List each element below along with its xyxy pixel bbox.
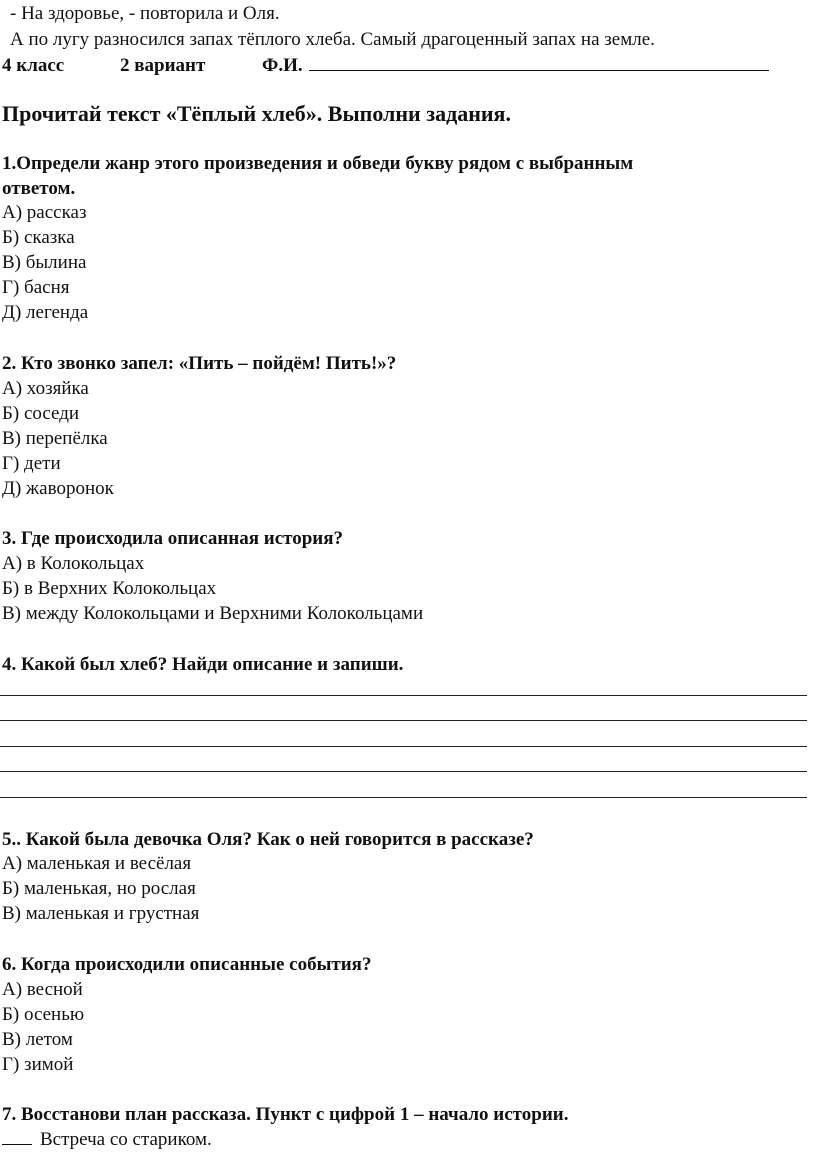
q5-option[interactable]: В) маленькая и грустная [2,903,200,924]
q1-text-line-1: 1.Определи жанр этого произведения и обведи букву рядом с выбранным [2,153,634,174]
fio-label: Ф.И. [262,55,303,76]
q6-option[interactable]: А) весной [2,979,83,1000]
q1-option[interactable]: А) рассказ [2,202,87,223]
q1-option[interactable]: Г) басня [2,277,70,298]
q1-option[interactable]: В) былина [2,252,87,273]
q3-option[interactable]: А) в Колокольцах [2,553,145,574]
q6-text: 6. Когда происходили описанные события? [2,954,372,975]
header-row [2,52,769,78]
q4-answer-line[interactable] [0,771,807,772]
q4-answer-line[interactable] [0,720,807,721]
q2-option[interactable]: Д) жаворонок [2,478,114,499]
q3-text: 3. Где происходила описанная история? [2,528,344,549]
q1-text-line-2: ответом. [2,178,76,199]
q1-option[interactable]: Д) легенда [2,302,89,323]
q6-option[interactable]: В) летом [2,1029,73,1050]
q5-option[interactable]: А) маленькая и весёлая [2,853,192,874]
page-title: Прочитай текст «Тёплый хлеб». Выполни задания. [2,101,511,126]
q6-option[interactable]: Г) зимой [2,1054,74,1075]
grade-label: 4 класс [2,55,65,76]
q7-plan-item-text: Встреча со стариком. [40,1129,212,1150]
q6-option[interactable]: Б) осенью [2,1004,85,1025]
q7-plan-item [2,1127,212,1152]
q5-text: 5.. Какой была девочка Оля? Как о ней говорится в рассказе? [2,829,534,850]
q4-answer-line[interactable] [0,746,807,747]
intro-line-2: А по лугу разносился запах тёплого хлеба. Самый драгоценный запах на земле. [10,29,655,50]
q7-number-blank[interactable] [2,1128,32,1145]
q1-option[interactable]: Б) сказка [2,227,75,248]
intro-line-1: - На здоровье, - повторила и Оля. [10,3,280,24]
q2-option[interactable]: В) перепёлка [2,428,108,449]
q4-answer-line[interactable] [0,695,807,696]
q3-option[interactable]: Б) в Верхних Колокольцах [2,578,217,599]
q2-option[interactable]: Г) дети [2,453,61,474]
q2-option[interactable]: А) хозяйка [2,378,89,399]
q4-answer-line[interactable] [0,797,807,798]
q3-option[interactable]: В) между Колокольцами и Верхними Колокольцами [2,603,424,624]
q4-text: 4. Какой был хлеб? Найди описание и запиши. [2,654,404,675]
q5-option[interactable]: Б) маленькая, но рослая [2,878,196,899]
fio-answer-line[interactable] [309,52,769,71]
q7-text: 7. Восстанови план рассказа. Пункт с цифрой 1 – начало истории. [2,1104,569,1125]
q2-option[interactable]: Б) соседи [2,403,80,424]
q2-text: 2. Кто звонко запел: «Пить – пойдём! Пить!»? [2,353,397,374]
variant-label: 2 вариант [120,55,206,76]
